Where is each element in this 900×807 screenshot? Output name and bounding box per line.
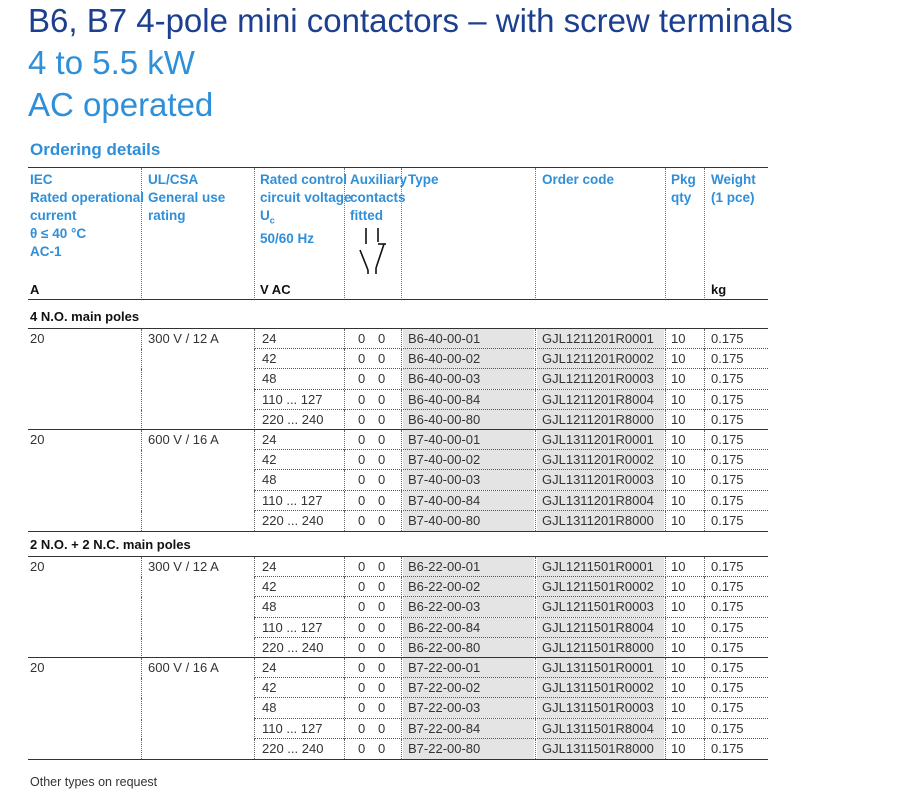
table-row [0, 349, 900, 369]
weight: 0.175 [711, 432, 744, 447]
aux-nc-count: 0 [378, 452, 386, 467]
table-row [0, 410, 900, 430]
pkg-qty: 10 [671, 493, 686, 508]
type-code: B7-40-00-03 [403, 470, 534, 490]
order-code: GJL1311501R0001 [537, 658, 664, 678]
weight: 0.175 [711, 660, 744, 675]
power-range-subtitle: 4 to 5.5 kW [28, 44, 195, 81]
table-row [0, 470, 900, 490]
aux-no-count: 0 [358, 371, 366, 386]
table-row [0, 430, 900, 450]
aux-nc-count: 0 [378, 599, 386, 614]
aux-no-count: 0 [358, 559, 366, 574]
control-voltage: 48 [262, 472, 277, 487]
aux-no-count: 0 [358, 680, 366, 695]
type-code: B7-40-00-02 [403, 450, 534, 470]
weight: 0.175 [711, 392, 744, 407]
order-code: GJL1211501R8000 [537, 638, 664, 658]
order-code: GJL1311201R8004 [537, 491, 664, 511]
aux-no-count: 0 [358, 721, 366, 736]
aux-nc-count: 0 [378, 620, 386, 635]
pkg-qty: 10 [671, 432, 686, 447]
pkg-qty: 10 [671, 680, 686, 695]
header-control-voltage: Rated control circuit voltage $U_c$ 50/60 Hz [260, 172, 352, 246]
aux-no-count: 0 [358, 472, 366, 487]
group-end-rule [28, 531, 768, 532]
control-voltage: 220 ... 240 [262, 513, 324, 528]
ul-rating: 600 V / 16 A [148, 660, 219, 675]
group-title: 4 N.O. main poles [30, 309, 140, 324]
order-code: GJL1311201R0003 [537, 470, 664, 490]
type-code: B6-22-00-01 [403, 557, 534, 577]
order-code: GJL1211201R0003 [537, 369, 664, 389]
type-code: B6-40-00-02 [403, 349, 534, 369]
header-bottom-rule [28, 299, 768, 300]
pkg-qty: 10 [671, 331, 686, 346]
pkg-qty: 10 [671, 620, 686, 635]
table-row [0, 618, 900, 638]
type-code: B6-22-00-03 [403, 597, 534, 617]
ul-rating: 300 V / 12 A [148, 331, 219, 346]
aux-no-count: 0 [358, 392, 366, 407]
pkg-qty: 10 [671, 513, 686, 528]
weight: 0.175 [711, 371, 744, 386]
aux-no-count: 0 [358, 700, 366, 715]
weight: 0.175 [711, 513, 744, 528]
control-voltage: 42 [262, 351, 277, 366]
table-row [0, 390, 900, 410]
aux-no-count: 0 [358, 579, 366, 594]
type-code: B6-40-00-01 [403, 329, 534, 349]
order-code: GJL1211501R0001 [537, 557, 664, 577]
table-row [0, 658, 900, 678]
aux-nc-count: 0 [378, 741, 386, 756]
control-voltage: 110 ... 127 [262, 392, 323, 407]
weight: 0.175 [711, 599, 744, 614]
table-row [0, 491, 900, 511]
type-code: B7-22-00-01 [403, 658, 534, 678]
table-row [0, 739, 900, 759]
order-code: GJL1211201R0002 [537, 349, 664, 369]
order-code: GJL1311501R0002 [537, 678, 664, 698]
pkg-qty: 10 [671, 741, 686, 756]
table-row [0, 638, 900, 658]
pkg-qty: 10 [671, 351, 686, 366]
aux-nc-count: 0 [378, 331, 386, 346]
aux-nc-count: 0 [378, 371, 386, 386]
order-code: GJL1311501R8000 [537, 739, 664, 759]
page-title: B6, B7 4-pole mini contactors – with screw terminals [28, 2, 793, 39]
iec-current: 20 [30, 660, 45, 675]
aux-nc-count: 0 [378, 721, 386, 736]
weight: 0.175 [711, 741, 744, 756]
operation-subtitle: AC operated [28, 86, 214, 123]
pkg-qty: 10 [671, 660, 686, 675]
weight: 0.175 [711, 579, 744, 594]
aux-no-count: 0 [358, 741, 366, 756]
weight: 0.175 [711, 700, 744, 715]
section-title: Ordering details [30, 140, 161, 159]
control-voltage: 24 [262, 559, 277, 574]
aux-nc-count: 0 [378, 660, 386, 675]
aux-no-count: 0 [358, 599, 366, 614]
order-code: GJL1311501R8004 [537, 719, 664, 739]
weight: 0.175 [711, 559, 744, 574]
control-voltage: 24 [262, 331, 277, 346]
control-voltage: 220 ... 240 [262, 640, 324, 655]
type-code: B6-40-00-84 [403, 390, 534, 410]
order-code: GJL1211501R8004 [537, 618, 664, 638]
unit-a: A [30, 282, 40, 297]
unit-kg: kg [711, 282, 727, 297]
table-row [0, 597, 900, 617]
header-iec: IEC Rated operational current θ ≤ 40 °C AC-1 [30, 172, 145, 259]
table-row [0, 678, 900, 698]
control-voltage: 110 ... 127 [262, 721, 323, 736]
control-voltage: 110 ... 127 [262, 493, 323, 508]
unit-vac: V AC [260, 282, 291, 297]
aux-no-count: 0 [358, 331, 366, 346]
pkg-qty: 10 [671, 392, 686, 407]
aux-no-count: 0 [358, 513, 366, 528]
control-voltage: 48 [262, 371, 277, 386]
aux-nc-count: 0 [378, 432, 386, 447]
type-code: B7-40-00-01 [403, 430, 534, 450]
pkg-qty: 10 [671, 452, 686, 467]
aux-no-count: 0 [358, 351, 366, 366]
control-voltage: 220 ... 240 [262, 412, 324, 427]
aux-nc-count: 0 [378, 559, 386, 574]
aux-nc-count: 0 [378, 351, 386, 366]
type-code: B7-22-00-80 [403, 739, 534, 759]
header-type: Type [408, 172, 439, 187]
header-aux-contacts: Auxiliary contacts fitted [350, 172, 408, 223]
table-row [0, 369, 900, 389]
group-title: 2 N.O. + 2 N.C. main poles [30, 537, 191, 552]
control-voltage: 24 [262, 660, 277, 675]
table-row [0, 719, 900, 739]
order-code: GJL1211501R0003 [537, 597, 664, 617]
order-code: GJL1311201R8000 [537, 511, 664, 531]
weight: 0.175 [711, 351, 744, 366]
pkg-qty: 10 [671, 579, 686, 594]
aux-no-count: 0 [358, 660, 366, 675]
aux-no-count: 0 [358, 452, 366, 467]
type-code: B7-22-00-02 [403, 678, 534, 698]
control-voltage: 48 [262, 599, 277, 614]
aux-nc-count: 0 [378, 579, 386, 594]
iec-current: 20 [30, 432, 45, 447]
order-code: GJL1211201R8004 [537, 390, 664, 410]
weight: 0.175 [711, 680, 744, 695]
pkg-qty: 10 [671, 721, 686, 736]
control-voltage: 42 [262, 579, 277, 594]
control-voltage: 42 [262, 452, 277, 467]
aux-nc-count: 0 [378, 392, 386, 407]
aux-nc-count: 0 [378, 493, 386, 508]
weight: 0.175 [711, 721, 744, 736]
weight: 0.175 [711, 640, 744, 655]
group-end-rule [28, 759, 768, 760]
type-code: B6-22-00-84 [403, 618, 534, 638]
order-code: GJL1311201R0001 [537, 430, 664, 450]
type-code: B6-22-00-02 [403, 577, 534, 597]
pkg-qty: 10 [671, 700, 686, 715]
table-row [0, 557, 900, 577]
header-weight: Weight (1 pce) [711, 172, 756, 205]
type-code: B7-22-00-84 [403, 719, 534, 739]
aux-nc-count: 0 [378, 680, 386, 695]
order-code: GJL1311201R0002 [537, 450, 664, 470]
aux-no-count: 0 [358, 493, 366, 508]
control-voltage: 48 [262, 700, 277, 715]
aux-nc-count: 0 [378, 640, 386, 655]
control-voltage: 110 ... 127 [262, 620, 323, 635]
aux-nc-count: 0 [378, 513, 386, 528]
aux-nc-count: 0 [378, 700, 386, 715]
control-voltage: 220 ... 240 [262, 741, 324, 756]
order-code: GJL1311501R0003 [537, 698, 664, 718]
weight: 0.175 [711, 620, 744, 635]
aux-no-count: 0 [358, 640, 366, 655]
control-voltage: 42 [262, 680, 277, 695]
header-top-rule [28, 167, 768, 168]
weight: 0.175 [711, 493, 744, 508]
type-code: B6-22-00-80 [403, 638, 534, 658]
table-row [0, 698, 900, 718]
weight: 0.175 [711, 452, 744, 467]
footnote: Other types on request [30, 775, 158, 789]
type-code: B7-40-00-84 [403, 491, 534, 511]
table-row [0, 450, 900, 470]
table-row [0, 511, 900, 531]
weight: 0.175 [711, 412, 744, 427]
type-code: B6-40-00-80 [403, 410, 534, 430]
order-code: GJL1211501R0002 [537, 577, 664, 597]
type-code: B6-40-00-03 [403, 369, 534, 389]
table-row [0, 577, 900, 597]
header-ulcsa: UL/CSA General use rating [148, 172, 226, 223]
table-row [0, 329, 900, 349]
pkg-qty: 10 [671, 640, 686, 655]
pkg-qty: 10 [671, 412, 686, 427]
order-code: GJL1211201R8000 [537, 410, 664, 430]
control-voltage: 24 [262, 432, 277, 447]
iec-current: 20 [30, 559, 45, 574]
order-code: GJL1211201R0001 [537, 329, 664, 349]
pkg-qty: 10 [671, 371, 686, 386]
iec-current: 20 [30, 331, 45, 346]
ul-rating: 600 V / 16 A [148, 432, 219, 447]
pkg-qty: 10 [671, 559, 686, 574]
type-code: B7-40-00-80 [403, 511, 534, 531]
aux-no-count: 0 [358, 432, 366, 447]
aux-no-count: 0 [358, 620, 366, 635]
pkg-qty: 10 [671, 472, 686, 487]
type-code: B7-22-00-03 [403, 698, 534, 718]
header-pkg-qty: Pkg qty [671, 172, 696, 205]
weight: 0.175 [711, 331, 744, 346]
no-nc-contact-symbol-icon [356, 226, 390, 276]
aux-no-count: 0 [358, 412, 366, 427]
aux-nc-count: 0 [378, 472, 386, 487]
ul-rating: 300 V / 12 A [148, 559, 219, 574]
pkg-qty: 10 [671, 599, 686, 614]
aux-nc-count: 0 [378, 412, 386, 427]
weight: 0.175 [711, 472, 744, 487]
header-order-code: Order code [542, 172, 615, 187]
